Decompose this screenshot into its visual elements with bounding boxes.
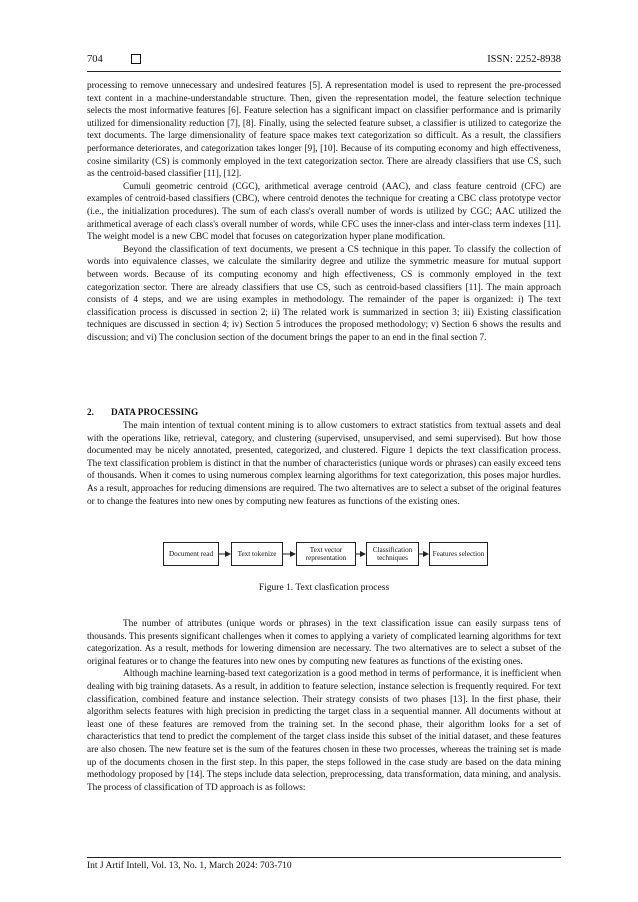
section-number: 2. [87, 408, 94, 418]
paragraph-1: processing to remove unnecessary and undesired features [5]. A representation model is used to represent the pre-processed text content in a machine-understandable structure. Then, given the representation model, the feature selection technique selects the most informative features [6]. Feature selection has a significant impact on classifier performance and is primarily utilized for dimensionality reduction [7], [8]. Finally, using the selected feature subset, a classifier is utilized to categorize the text documents. The large dimensionality of feature space makes text categorization so difficult. As a result, the classifiers performance deteriorates, and categorization takes longer [9], [10]. Because of its computing economy and high effectiveness, cosine similarity (CS) is commonly employed in the text categorization sector. There are already classifiers that use CS, such as the centroid-based classifier [11], [12]. [87, 81, 561, 180]
paragraph-3: Beyond the classification of text documents, we present a CS technique in this paper. To classify the collection of words into equivalence classes, we calculate the similarity degree and utilize the symmetric measure for mutual support between words. Because of its computing economy and high effectiveness, CS is commonly employed in the text categorization sector. There are already classifiers that use CS, such as centroid-based classifiers [11]. The main approach consists of 4 steps, and we are using examples in methodology. The remainder of the paper is organized: i) The text classification process is discussed in section 2; ii) The related work is summarized in section 3; iii) Existing classification techniques are discussed in section 4; iv) Section 5 introduces the proposed methodology; v) Section 6 shows the results and discussion; and vi) The conclusion section of the document brings the paper to an end in the final section 7. [87, 244, 561, 343]
section-heading [87, 407, 561, 420]
paragraph-section2 [87, 420, 561, 508]
figure-caption: Figure 1. Text clasfication process [258, 583, 390, 593]
journal-footer: Int J Artif Intell, Vol. 13, No. 1, March 2024: 703-710 [87, 861, 292, 871]
square-icon [131, 54, 141, 64]
page-number: 704 [87, 54, 103, 65]
paragraph-intro [87, 80, 561, 344]
paragraph-2: Cumuli geometric centroid (CGC), arithmetical average centroid (AAC), and class feature centroid (CFC) are examples of centroid-based classifiers (CBC), where centroid denotes the technique for creating a CBC class prototype vector (i.e., the initialization procedures). The sum of each class's overall number of words is utilized by CGC; AAC utilized the arithmetical average of each class's overall number of words, while CFC uses the inner-class and inter-class term indexes [11]. The weight model is a new CBC model that focuses on categorization hyper plane modification. [87, 181, 561, 243]
footer-rule [87, 857, 561, 858]
paragraph-methods [87, 618, 561, 794]
paragraph-6: Although machine learning-based text categorization is a good method in terms of performance, it is inefficient when dealing with big training datasets. As a result, in addition to feature selection, instance selection is frequently required. For text classification, combined feature and instance selection. Their strategy consists of two phases [13]. In the first phase, their algorithm selects features with high precision in predicting the target class in a sequential manner. All documents without at least one of these features are removed from the training set. In the second phase, their algorithm looks for a set of characteristics that tend to predict the complement of the target class inside this subset of the initial dataset, and these features are also chosen. The new feature set is the sum of the features chosen in these two processes, whereas the training set is made up of the documents chosen in the first step. In this paper, the steps followed in the case study are based on the data mining methodology proposed by [14]. The steps include data selection, preprocessing, data transformation, data mining, and analysis. The process of classification of TD approach is as follows: [87, 669, 561, 793]
issn-label: ISSN: 2252-8938 [487, 54, 561, 65]
flow-step-classification: Classification techniques [366, 542, 419, 566]
paragraph-5: The number of attributes (unique words or phrases) in the text classification issue can easily surpass tens of thousands. This presents significant challenges when it comes to applying a variety of complicated learning algorithms for text categorization. As a result, methods for lowering dimension are necessary. The two alternatives are to select a subset of the original features or to change the features into new ones by computing new features as functions of the existing ones. [87, 619, 561, 667]
flow-step-text-vector: Text vector representation [296, 542, 356, 566]
section-title: DATA PROCESSING [111, 408, 199, 418]
header-rule [87, 71, 561, 72]
flow-step-features-selection: Features selection [429, 542, 488, 566]
paragraph-4: The main intention of textual content mining is to allow customers to extract statistics from textual assets and deal with the operations like, retrieval, category, and clustering (supervised, unsupervised, and semi supervised). But how those documented may be nicely annotated, presented, categorized, and clustered. Figure 1 depicts the text classification process. The text classification problem is distinct in that the number of characteristics (unique words or phrases) can easily exceed tens of thousands. When it comes to using numerous complex learning algorithms for text categorization, this poses major hurdles. As a result, approaches for reducing dimensions are required. The two alternatives are to select a subset of the original features or to change the features into new ones by computing new features as functions of the existing ones. [87, 421, 561, 507]
figure-1-flowchart [163, 542, 488, 568]
flow-step-text-tokenize: Text tokenize [231, 542, 283, 566]
flow-step-document-read: Document read [163, 542, 219, 566]
running-header [87, 52, 561, 70]
